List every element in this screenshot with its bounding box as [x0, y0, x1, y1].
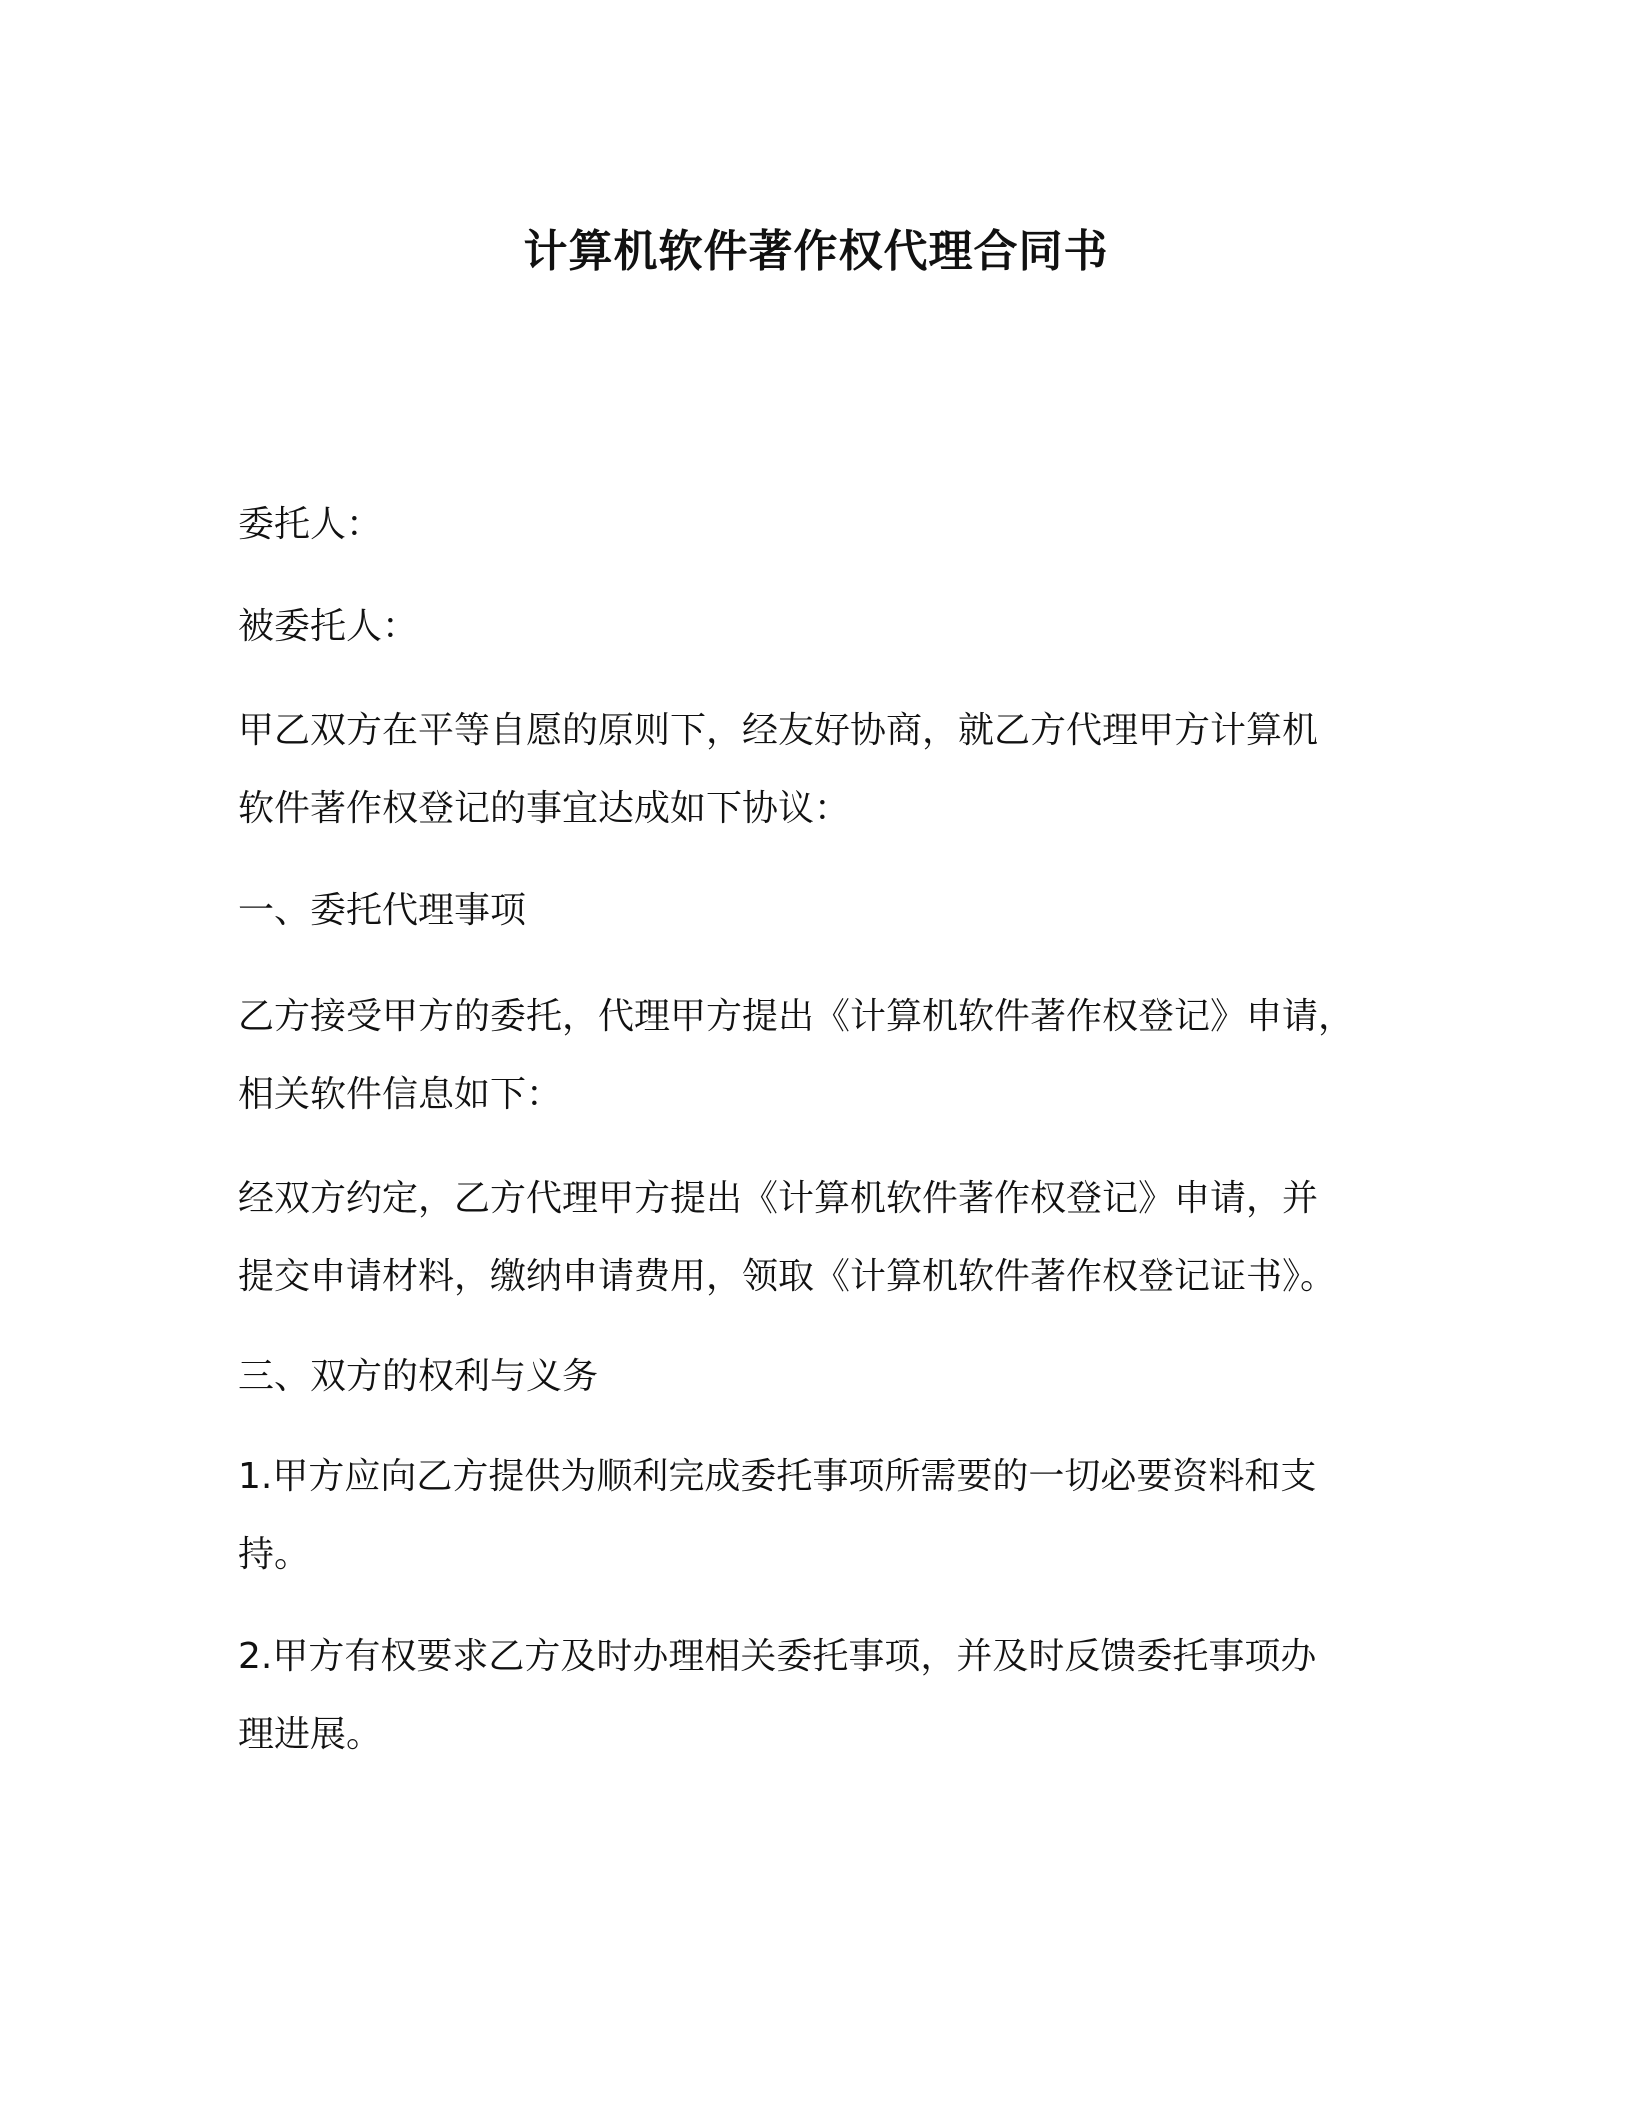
section-1-body — [238, 978, 1398, 1134]
principal-field — [238, 486, 1398, 564]
preamble-line-1: 甲乙双方在平等自愿的原则下，经友好协商，就乙方代理甲方计算机 — [238, 710, 1319, 751]
section-1-body-line-2: 相关软件信息如下： — [238, 1074, 563, 1115]
clause-2 — [238, 1618, 1398, 1774]
document-title: 计算机软件著作权代理合同书 — [523, 226, 1109, 277]
clause-1-line-1: 1.甲方应向乙方提供为顺利完成委托事项所需要的一切必要资料和支 — [238, 1456, 1317, 1497]
section-1-body-line-1: 乙方接受甲方的委托，代理甲方提出《计算机软件著作权登记》申请， — [238, 996, 1355, 1037]
agreement-paragraph — [238, 1160, 1398, 1316]
clause-2-line-2: 理进展。 — [238, 1714, 383, 1755]
preamble-line-2: 软件著作权登记的事宜达成如下协议： — [238, 788, 851, 829]
clause-1-line-2: 持。 — [238, 1534, 311, 1575]
preamble-paragraph — [238, 692, 1398, 848]
agreement-line-2: 提交申请材料，缴纳申请费用，领取《计算机软件著作权登记证书》。 — [238, 1256, 1337, 1297]
agent-field — [238, 588, 1398, 666]
principal-label: 委托人： — [238, 504, 383, 545]
section-1-heading-text: 一、委托代理事项 — [238, 890, 527, 931]
clause-2-line-1: 2.甲方有权要求乙方及时办理相关委托事项，并及时反馈委托事项办 — [238, 1636, 1317, 1677]
agent-label: 被委托人： — [238, 606, 419, 647]
clause-1 — [238, 1438, 1398, 1594]
agreement-line-1: 经双方约定，乙方代理甲方提出《计算机软件著作权登记》申请，并 — [238, 1178, 1319, 1219]
section-1-heading — [238, 872, 1398, 950]
section-3-heading-text: 三、双方的权利与义务 — [238, 1356, 599, 1397]
section-3-heading — [238, 1338, 1398, 1416]
